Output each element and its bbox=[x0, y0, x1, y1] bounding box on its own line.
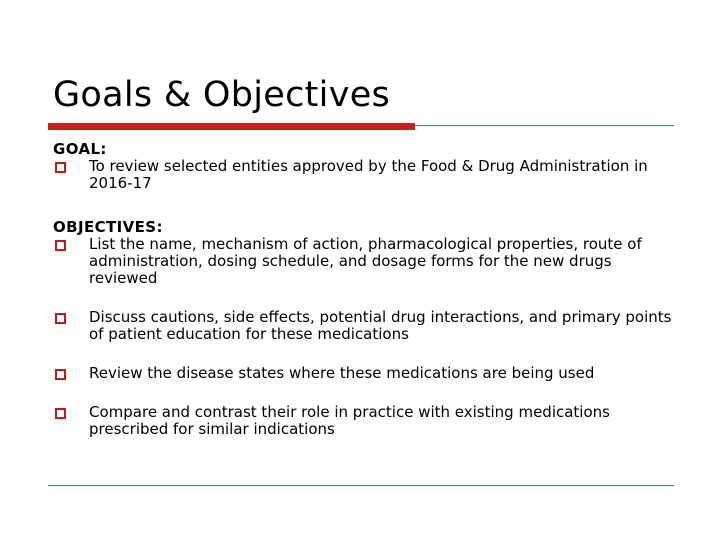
goal-heading: GOAL: bbox=[53, 140, 107, 158]
goal-list bbox=[53, 158, 673, 192]
objective-item-text: Review the disease states where these medications are being used bbox=[89, 364, 595, 382]
objectives-heading: OBJECTIVES: bbox=[53, 218, 163, 236]
objective-item bbox=[53, 365, 673, 382]
title-accent-bar bbox=[48, 123, 415, 130]
objective-item bbox=[53, 309, 673, 343]
objective-item-text: Discuss cautions, side effects, potential drug interactions, and primary points of patient education for these medications bbox=[89, 308, 672, 343]
slide-title: Goals & Objectives bbox=[53, 75, 391, 115]
hollow-square-bullet-icon bbox=[55, 313, 66, 324]
goal-section bbox=[53, 141, 673, 192]
objectives-list bbox=[53, 236, 673, 438]
footer-divider-line bbox=[48, 485, 674, 486]
goal-item bbox=[53, 158, 673, 192]
hollow-square-bullet-icon bbox=[55, 408, 66, 419]
hollow-square-bullet-icon bbox=[55, 369, 66, 380]
objective-item bbox=[53, 236, 673, 287]
objectives-section bbox=[53, 219, 673, 438]
hollow-square-bullet-icon bbox=[55, 240, 66, 251]
hollow-square-bullet-icon bbox=[55, 162, 66, 173]
objective-item-text: List the name, mechanism of action, pharmacological properties, route of administration, dosing schedule, and dosage forms for the new drugs reviewed bbox=[89, 235, 642, 287]
goal-item-text: To review selected entities approved by the Food & Drug Administration in 2016-17 bbox=[89, 157, 648, 192]
objective-item-text: Compare and contrast their role in practice with existing medications prescribed for similar indications bbox=[89, 403, 610, 438]
objective-item bbox=[53, 404, 673, 438]
